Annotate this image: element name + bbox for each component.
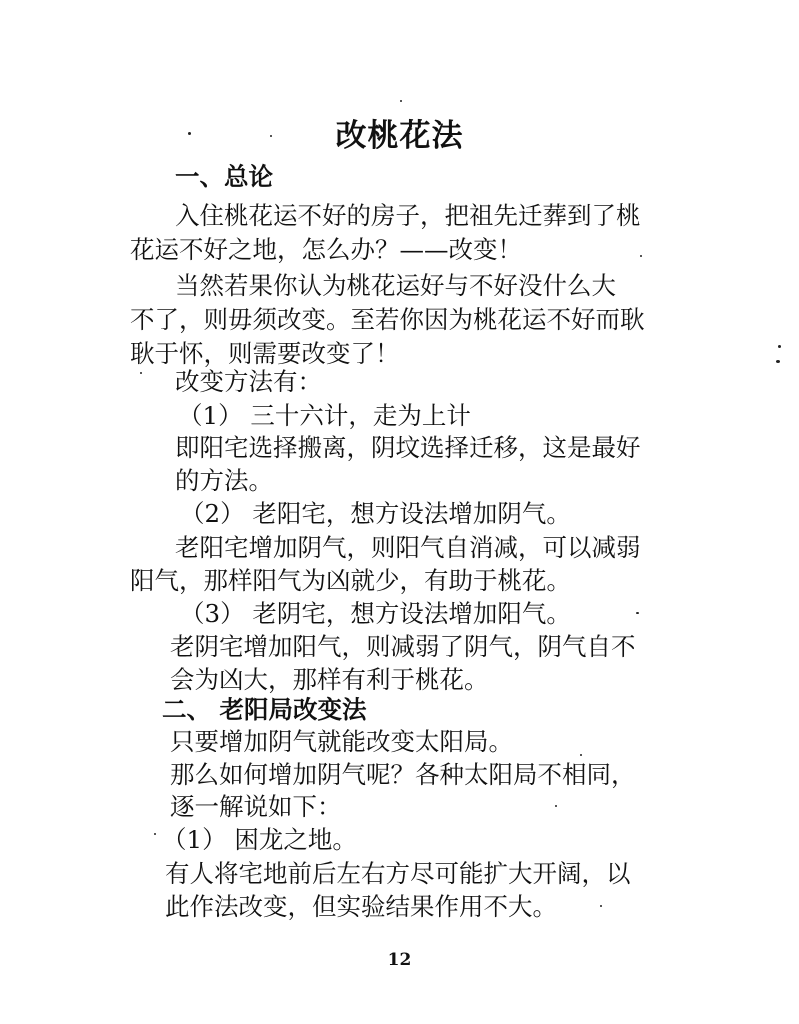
paragraph-line: 入住桃花运不好的房子，把祖先迁葬到了桃 [175, 201, 641, 230]
scan-speck [188, 132, 191, 135]
scan-speck [776, 360, 780, 363]
paragraph-line: 会为凶大，那样有利于桃花。 [170, 665, 489, 694]
scan-speck [778, 345, 781, 348]
list-item-heading: （2） 老阳宅，想方设法增加阴气。 [180, 499, 571, 528]
scan-speck [600, 905, 602, 907]
paragraph-line: 逐一解说如下： [170, 792, 342, 821]
list-item-heading: （3） 老阴宅，想方设法增加阳气。 [180, 599, 571, 628]
scan-speck [555, 805, 557, 807]
paragraph-line: 阳气，那样阳气为凶就少，有助于桃花。 [130, 566, 571, 595]
paragraph-line: 当然若果你认为桃花运好与不好没什么大 [175, 271, 616, 300]
paragraph-line: 改变方法有： [175, 367, 322, 396]
page-number: 12 [387, 950, 412, 970]
paragraph-line: 有人将宅地前后左右方尽可能扩大开阔，以 [165, 859, 631, 888]
scan-speck [636, 612, 639, 614]
paragraph-line: 不了，则毋须改变。至若你因为桃花运不好而耿 [130, 305, 645, 334]
list-item-heading: （1） 三十六计，走为上计 [178, 401, 471, 430]
section-heading-general: 一、总论 [175, 162, 273, 191]
scan-speck [140, 372, 142, 374]
scan-speck [154, 833, 156, 835]
section-heading-old-yang: 二、 老阳局改变法 [162, 695, 367, 724]
paragraph-line: 耿于怀，则需要改变了！ [130, 339, 400, 368]
page-title: 改桃花法 [335, 118, 464, 154]
paragraph-line: 此作法改变，但实验结果作用不大。 [165, 892, 557, 921]
paragraph-line: 老阴宅增加阳气，则减弱了阴气，阴气自不 [170, 632, 636, 661]
scan-speck [580, 754, 582, 756]
paragraph-line: 即阳宅选择搬离，阴坟选择迁移，这是最好 [175, 433, 641, 462]
paragraph-line: 花运不好之地，怎么办？——改变！ [130, 235, 522, 264]
paragraph-line: 只要增加阴气就能改变太阳局。 [170, 727, 513, 756]
list-item-heading: （1） 困龙之地。 [162, 825, 357, 854]
scan-speck [400, 100, 402, 102]
paragraph-line: 老阳宅增加阴气，则阳气自消减，可以减弱 [175, 533, 641, 562]
paragraph-line: 的方法。 [175, 466, 273, 495]
scan-speck [640, 255, 642, 257]
scan-speck [270, 135, 272, 137]
paragraph-line: 那么如何增加阴气呢？各种太阳局不相同， [170, 760, 636, 789]
